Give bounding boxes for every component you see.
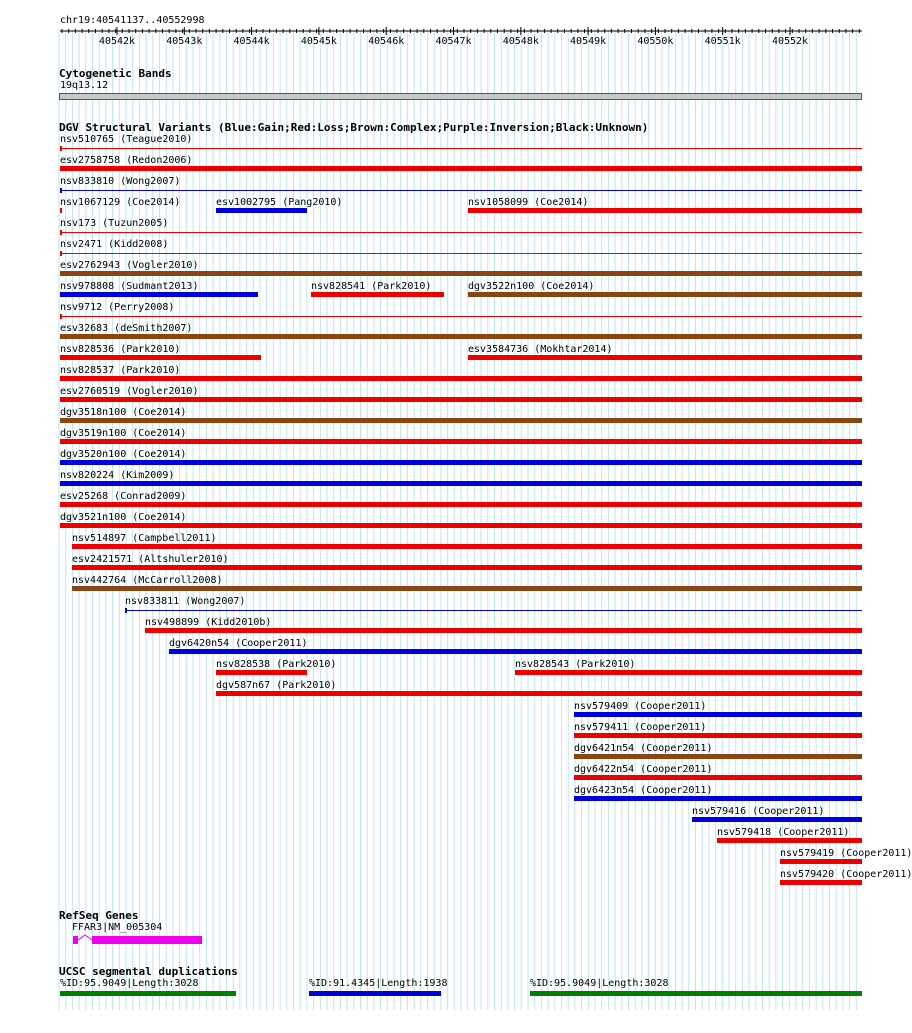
dgv-feature-cap: [60, 314, 62, 319]
dgv-feature-label[interactable]: esv2421571 (Altshuler2010): [72, 554, 229, 565]
dgv-feature-label[interactable]: nsv820224 (Kim2009): [60, 470, 175, 481]
dgv-feature-label[interactable]: dgv6420n54 (Cooper2011): [169, 638, 308, 649]
dgv-feature-label[interactable]: esv2760519 (Vogler2010): [60, 386, 199, 397]
gene-exon: [73, 936, 78, 944]
ruler-tick-label: 40550k: [637, 36, 674, 47]
dgv-feature-label[interactable]: esv25268 (Conrad2009): [60, 491, 187, 502]
dgv-feature-bar[interactable]: [169, 649, 862, 654]
dgv-feature-label[interactable]: nsv579418 (Cooper2011): [717, 827, 850, 838]
dgv-feature-label[interactable]: nsv828538 (Park2010): [216, 659, 337, 670]
dgv-feature-bar[interactable]: [468, 355, 862, 360]
dgv-feature-bar[interactable]: [145, 628, 862, 633]
segdup-title: UCSC segmental duplications: [59, 965, 238, 978]
dgv-feature-bar[interactable]: [60, 166, 862, 171]
segdup-label[interactable]: %ID:91.4345|Length:1938: [309, 978, 448, 989]
dgv-feature-bar[interactable]: [60, 253, 862, 254]
dgv-feature-label[interactable]: nsv579411 (Cooper2011): [574, 722, 707, 733]
gene-intron: [78, 935, 92, 940]
dgv-feature-label[interactable]: dgv3520n100 (Coe2014): [60, 449, 187, 460]
dgv-feature-label[interactable]: nsv9712 (Perry2008): [60, 302, 175, 313]
dgv-feature-bar[interactable]: [60, 148, 862, 149]
dgv-feature-bar[interactable]: [216, 691, 862, 696]
dgv-feature-bar[interactable]: [515, 670, 862, 675]
cytoband-label: 19q13.12: [60, 80, 109, 91]
ruler-tick-label: 40552k: [771, 36, 809, 47]
dgv-feature-label[interactable]: nsv978808 (Sudmant2013): [60, 281, 199, 292]
dgv-feature-cap: [60, 188, 62, 193]
dgv-feature-bar[interactable]: [72, 586, 862, 591]
dgv-title: DGV Structural Variants (Blue:Gain;Red:Loss;Brown:Complex;Purple:Inversion;Black:Unknown): [59, 121, 649, 134]
refseq-title: RefSeq Genes: [59, 909, 139, 922]
dgv-feature-label[interactable]: nsv828536 (Park2010): [60, 344, 181, 355]
segdup-label[interactable]: %ID:95.9049|Length:3028: [530, 978, 669, 989]
dgv-feature-label[interactable]: esv1002795 (Pang2010): [216, 197, 343, 208]
dgv-feature-label[interactable]: nsv442764 (McCarroll2008): [72, 575, 223, 586]
dgv-feature-label[interactable]: dgv6421n54 (Cooper2011): [574, 743, 713, 754]
dgv-feature-label[interactable]: nsv833811 (Wong2007): [125, 596, 246, 607]
dgv-feature-label[interactable]: nsv828541 (Park2010): [311, 281, 432, 292]
dgv-feature-bar[interactable]: [72, 544, 862, 549]
ruler-tick-label: 40551k: [704, 36, 741, 47]
dgv-feature-bar[interactable]: [60, 481, 862, 486]
dgv-feature-bar[interactable]: [60, 271, 862, 276]
dgv-feature-bar[interactable]: [60, 397, 862, 402]
dgv-feature-label[interactable]: nsv579420 (Cooper2011): [780, 869, 912, 880]
dgv-feature-label[interactable]: esv2758758 (Redon2006): [60, 155, 193, 166]
dgv-feature-bar[interactable]: [72, 565, 862, 570]
dgv-feature-label[interactable]: nsv579419 (Cooper2011): [780, 848, 912, 859]
segdup-bar[interactable]: [309, 991, 441, 996]
dgv-feature-label[interactable]: nsv828543 (Park2010): [515, 659, 636, 670]
ruler-scale: [0, 0, 890, 60]
dgv-feature-cap: [60, 251, 62, 256]
gene-label[interactable]: FFAR3|NM_005304: [72, 922, 163, 933]
ruler-tick-label: 40543k: [166, 36, 203, 47]
dgv-feature-label[interactable]: dgv3522n100 (Coe2014): [468, 281, 595, 292]
dgv-feature-bar[interactable]: [468, 292, 862, 297]
ruler-tick-label: 40544k: [233, 36, 270, 47]
dgv-feature-label[interactable]: nsv579416 (Cooper2011): [692, 806, 825, 817]
dgv-feature-bar[interactable]: [60, 376, 862, 381]
segdup-bar[interactable]: [530, 991, 862, 996]
dgv-feature-bar[interactable]: [717, 838, 862, 843]
dgv-feature-bar[interactable]: [216, 670, 307, 675]
dgv-feature-label[interactable]: nsv514897 (Campbell2011): [72, 533, 217, 544]
dgv-feature-label[interactable]: nsv173 (Tuzun2005): [60, 218, 169, 229]
dgv-feature-bar[interactable]: [60, 316, 862, 317]
dgv-feature-label[interactable]: esv3584736 (Mokhtar2014): [468, 344, 613, 355]
cytoband-title: Cytogenetic Bands: [59, 67, 172, 80]
gene-ffar3[interactable]: [70, 932, 210, 946]
dgv-feature-bar[interactable]: [60, 334, 862, 339]
dgv-feature-label[interactable]: esv2762943 (Vogler2010): [60, 260, 199, 271]
dgv-feature-bar[interactable]: [60, 502, 862, 507]
dgv-feature-bar[interactable]: [692, 817, 862, 822]
dgv-feature-label[interactable]: dgv3521n100 (Coe2014): [60, 512, 187, 523]
dgv-feature-bar[interactable]: [780, 859, 862, 864]
dgv-feature-bar[interactable]: [60, 355, 261, 360]
dgv-feature-bar[interactable]: [574, 775, 862, 780]
dgv-feature-label[interactable]: nsv579409 (Cooper2011): [574, 701, 707, 712]
dgv-feature-bar[interactable]: [574, 796, 862, 801]
dgv-feature-label[interactable]: nsv1067129 (Coe2014): [60, 197, 181, 208]
dgv-feature-bar[interactable]: [468, 208, 862, 213]
segdup-bar[interactable]: [60, 991, 236, 996]
dgv-feature-bar[interactable]: [60, 190, 862, 191]
dgv-feature-label[interactable]: dgv587n67 (Park2010): [216, 680, 337, 691]
dgv-feature-bar[interactable]: [574, 754, 862, 759]
cytoband-bar[interactable]: [59, 93, 862, 100]
dgv-feature-bar[interactable]: [60, 523, 862, 528]
dgv-feature-label[interactable]: nsv828537 (Park2010): [60, 365, 181, 376]
dgv-feature-bar[interactable]: [780, 880, 862, 885]
dgv-feature-label[interactable]: dgv6423n54 (Cooper2011): [574, 785, 713, 796]
dgv-feature-bar[interactable]: [60, 460, 862, 465]
ruler-tick-label: 40549k: [570, 36, 607, 47]
dgv-feature-label[interactable]: nsv1058099 (Coe2014): [468, 197, 589, 208]
dgv-feature-bar[interactable]: [60, 439, 862, 444]
ruler-tick-label: 40547k: [435, 36, 472, 47]
dgv-feature-label[interactable]: esv32683 (deSmith2007): [60, 323, 193, 334]
dgv-feature-bar[interactable]: [60, 418, 862, 423]
dgv-feature-bar[interactable]: [574, 712, 862, 717]
dgv-feature-cap: [60, 230, 62, 235]
dgv-feature-label[interactable]: nsv833810 (Wong2007): [60, 176, 181, 187]
ruler-tick-label: 40546k: [368, 36, 405, 47]
dgv-feature-bar[interactable]: [216, 208, 307, 213]
dgv-feature-label[interactable]: nsv2471 (Kidd2008): [60, 239, 169, 250]
gene-exon: [92, 936, 202, 944]
dgv-feature-label[interactable]: dgv6422n54 (Cooper2011): [574, 764, 713, 775]
dgv-feature-bar[interactable]: [125, 610, 862, 611]
dgv-feature-bar[interactable]: [60, 208, 62, 213]
dgv-feature-label[interactable]: nsv510765 (Teague2010): [60, 134, 193, 145]
segdup-label[interactable]: %ID:95.9049|Length:3028: [60, 978, 199, 989]
locus-label: chr19:40541137..40552998: [60, 15, 205, 26]
dgv-feature-bar[interactable]: [60, 292, 258, 297]
ruler-tick-label: 40542k: [98, 36, 136, 47]
dgv-feature-cap: [125, 608, 127, 613]
dgv-feature-label[interactable]: dgv3518n100 (Coe2014): [60, 407, 187, 418]
dgv-feature-bar[interactable]: [311, 292, 444, 297]
dgv-feature-bar[interactable]: [574, 733, 862, 738]
ruler-tick-label: 40545k: [300, 36, 337, 47]
dgv-feature-label[interactable]: dgv3519n100 (Coe2014): [60, 428, 187, 439]
dgv-feature-label[interactable]: nsv498899 (Kidd2010b): [145, 617, 272, 628]
dgv-feature-cap: [60, 146, 62, 151]
ruler-tick-label: 40548k: [502, 36, 539, 47]
dgv-feature-bar[interactable]: [60, 232, 862, 233]
